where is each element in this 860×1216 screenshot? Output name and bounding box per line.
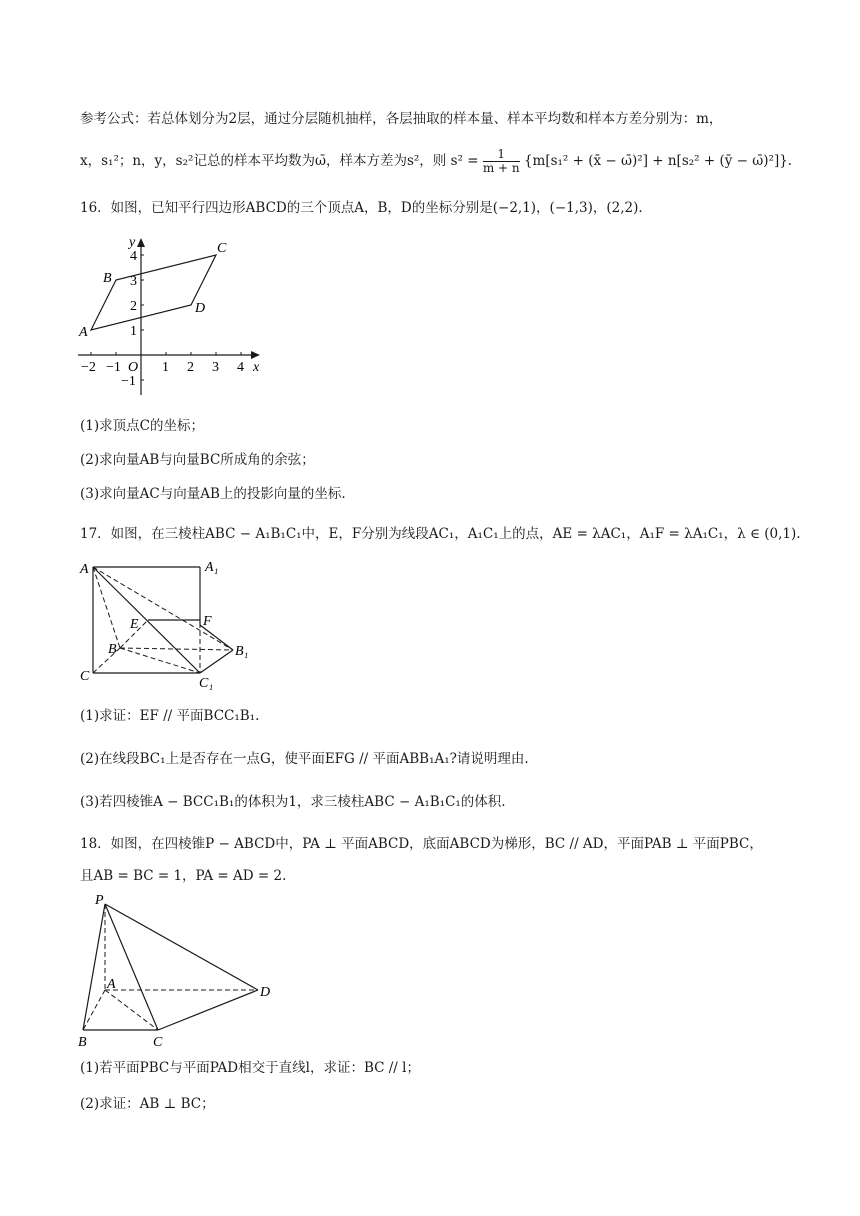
q17-part-3: (3)若四棱锥A − BCC₁B₁的体积为1，求三棱柱ABC − A₁B₁C₁的体积. (80, 794, 506, 810)
q16-x-tick: −1 (106, 360, 121, 375)
formula-note-line1: 参考公式：若总体划分为2层，通过分层随机抽样，各层抽取的样本量、样本平均数和样本方差分别为：m， (80, 111, 723, 127)
q16-y-tick: 4 (130, 249, 137, 264)
q16-y-axis-label: y (129, 235, 136, 250)
q16-x-axis-label: x (253, 360, 260, 375)
q17-part-2: (2)在线段BC₁上是否存在一点G，使平面EFG // 平面ABB₁A₁?请说明理由. (80, 751, 529, 767)
q18-point-c: C (153, 1035, 163, 1050)
q18-point-b: B (78, 1035, 87, 1050)
q17-point-f: F (203, 614, 212, 629)
formula-numerator: 1 (483, 148, 520, 162)
q18-pyramid-figure (75, 890, 280, 1050)
q16-part-1: (1)求顶点C的坐标； (80, 418, 204, 434)
q16-point-b: B (103, 271, 112, 286)
q16-part-3: (3)求向量AC与向量AB上的投影向量的坐标. (80, 486, 346, 502)
q17-prism-figure (75, 555, 265, 695)
q17-point-b1: B₁ (235, 644, 249, 659)
formula-note-line2 (80, 148, 792, 175)
q16-x-tick: 2 (187, 360, 194, 375)
q18-part-2: (2)求证：AB ⊥ BC； (80, 1096, 215, 1112)
q16-origin-label: O (128, 360, 139, 375)
q17-point-a1: A₁ (205, 560, 219, 575)
formula-fraction (483, 148, 520, 175)
q16-x-tick: 4 (237, 360, 244, 375)
q18-point-a: A (107, 977, 116, 992)
q16-y-tick: 3 (130, 274, 137, 289)
q17-point-c: C (80, 669, 90, 684)
q18-stem-line2: 且AB = BC = 1，PA = AD = 2. (80, 868, 287, 884)
q16-part-2: (2)求向量AB与向量BC所成角的余弦； (80, 452, 315, 468)
q17-point-a: A (80, 562, 89, 577)
q16-coordinate-figure (75, 230, 275, 400)
formula-note-prefix: x，s₁²；n，y，s₂²记总的样本平均数为ω̄，样本方差为s²，则 (80, 153, 447, 169)
q17-point-c1: C₁ (199, 676, 214, 691)
q16-y-tick: −1 (121, 374, 136, 389)
q16-x-tick: 3 (212, 360, 219, 375)
q18-part-1: (1)若平面PBC与平面PAD相交于直线l，求证：BC // l； (80, 1060, 420, 1076)
q18-point-d: D (260, 985, 271, 1000)
q18-stem-line1: 18．如图，在四棱锥P − ABCD中，PA ⊥ 平面ABCD，底面ABCD为梯形，BC // AD，平面PAB ⊥ 平面PBC， (80, 836, 763, 852)
q17-point-b: B (108, 642, 117, 657)
q17-part-1: (1)求证：EF // 平面BCC₁B₁. (80, 708, 260, 724)
q16-point-d: D (195, 301, 206, 316)
q16-y-tick: 1 (130, 324, 137, 339)
q17-stem: 17．如图，在三棱柱ABC − A₁B₁C₁中，E，F分别为线段AC₁，A₁C₁上的点，AE = λAC₁，A₁F = λA₁C₁，λ ∈ (0,1). (80, 526, 801, 542)
formula-denominator: m + n (482, 161, 520, 175)
q16-y-tick: 2 (130, 299, 137, 314)
q16-stem: 16．如图，已知平行四边形ABCD的三个顶点A，B，D的坐标分别是(−2,1)，(−1,3)，(2,2). (80, 200, 643, 216)
formula-lhs: s² = (450, 153, 479, 169)
q18-point-p: P (95, 893, 104, 908)
q16-x-tick: −2 (81, 360, 96, 375)
q16-point-a: A (79, 325, 88, 340)
q17-point-e: E (130, 617, 139, 632)
q16-parallelogram (91, 255, 216, 330)
q16-point-c: C (217, 241, 227, 256)
q16-y-arrow (137, 238, 145, 247)
q16-x-tick: 1 (162, 360, 169, 375)
q16-x-arrow (251, 351, 260, 359)
formula-rhs: {m[s₁² + (x̄ − ω̄)²] + n[s₂² + (ȳ − ω̄)²]}. (523, 153, 793, 169)
